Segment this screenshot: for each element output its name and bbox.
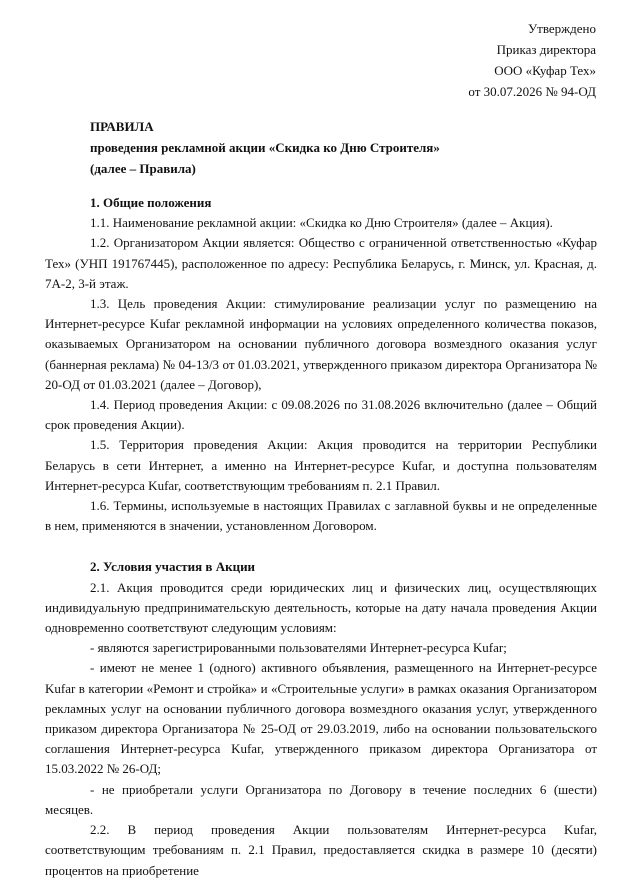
- paragraph: 1.3. Цель проведения Акции: стимулирование реализации услуг по размещению на Интернет-ресурсе Kufar рекламной информации на условиях определенного количества показов, оказываемых Организатором на основании публичного договора возмездного оказания услуг (баннерная реклама) № 04-13/3 от 01.03.2021, утвержденного приказом директора Организатора № 20-ОД от 01.03.2021 (далее – Договор),: [45, 296, 597, 392]
- paragraph: 1.6. Термины, используемые в настоящих Правилах с заглавной буквы и не определенные в нем, применяются в значении, установленном Договором.: [45, 498, 597, 534]
- approval-line: от 30.07.2026 № 94-ОД: [468, 84, 596, 99]
- list-item: - не приобретали услуги Организатора по Договору в течение последних 6 (шести) месяцев.: [45, 781, 597, 817]
- document-title: [90, 116, 440, 179]
- paragraph: 1.2. Организатором Акции является: Общество с ограниченной ответственностью «Куфар Тех» (УНП 191767445), расположенное по адресу: Республика Беларусь, г. Минск, ул. Красная, д. 7А-2, 3-й этаж.: [45, 235, 597, 291]
- section-heading: 1. Общие положения: [90, 195, 212, 210]
- title-line: (далее – Правила): [90, 161, 196, 176]
- approval-block: [468, 18, 596, 102]
- approval-line: Приказ директора: [496, 42, 596, 57]
- document-body: [45, 193, 597, 881]
- title-line: проведения рекламной акции «Скидка ко Дню Строителя»: [90, 140, 440, 155]
- section-heading: 2. Условия участия в Акции: [90, 559, 256, 575]
- paragraph: 2.1. Акция проводится среди юридических лиц и физических лиц, осуществляющих индивидуальную предпринимательскую деятельность, которые на дату начала проведения Акции одновременно соответствуют следующим условиям:: [45, 579, 597, 636]
- paragraph: 1.4. Период проведения Акции: с 09.08.2026 по 31.08.2026 включительно (далее – Общий срок проведения Акции).: [45, 397, 597, 433]
- paragraph: 1.5. Территория проведения Акции: Акция проводится на территории Республики Беларусь в сети Интернет, а именно на Интернет-ресурсе Kufar, и доступна пользователям Интернет-ресурса Kufar, соответствующим требованиям п. 2.1 Правил.: [45, 437, 597, 493]
- approval-line: Утверждено: [527, 21, 596, 36]
- approval-line: ООО «Куфар Тех»: [494, 63, 596, 78]
- list-item: - являются зарегистрированными пользователями Интернет-ресурса Kufar;: [90, 640, 507, 656]
- paragraph: 1.1. Наименование рекламной акции: «Скидка ко Дню Строителя» (далее – Акция).: [90, 215, 553, 231]
- paragraph: 2.2. В период проведения Акции пользователям Интернет-ресурса Kufar, соответствующим требованиям п. 2.1 Правил, предоставляется скидка в размере 10 (десяти) процентов на приобретение: [45, 822, 597, 878]
- list-item: - имеют не менее 1 (одного) активного объявления, размещенного на Интернет-ресурсе Kufar в категории «Ремонт и стройка» и «Строительные услуги» в рамках оказания Организатором рекламных услуг на основании публичного договора возмездного оказания услуг, утвержденного приказом директора Организатора № 25-ОД от 29.03.2019, либо на основании пользовательского соглашения Интернет-ресурса Kufar, утвержденного приказом директора Организатора от 15.03.2022 № 26-ОД;: [45, 660, 597, 777]
- title-line: ПРАВИЛА: [90, 119, 154, 134]
